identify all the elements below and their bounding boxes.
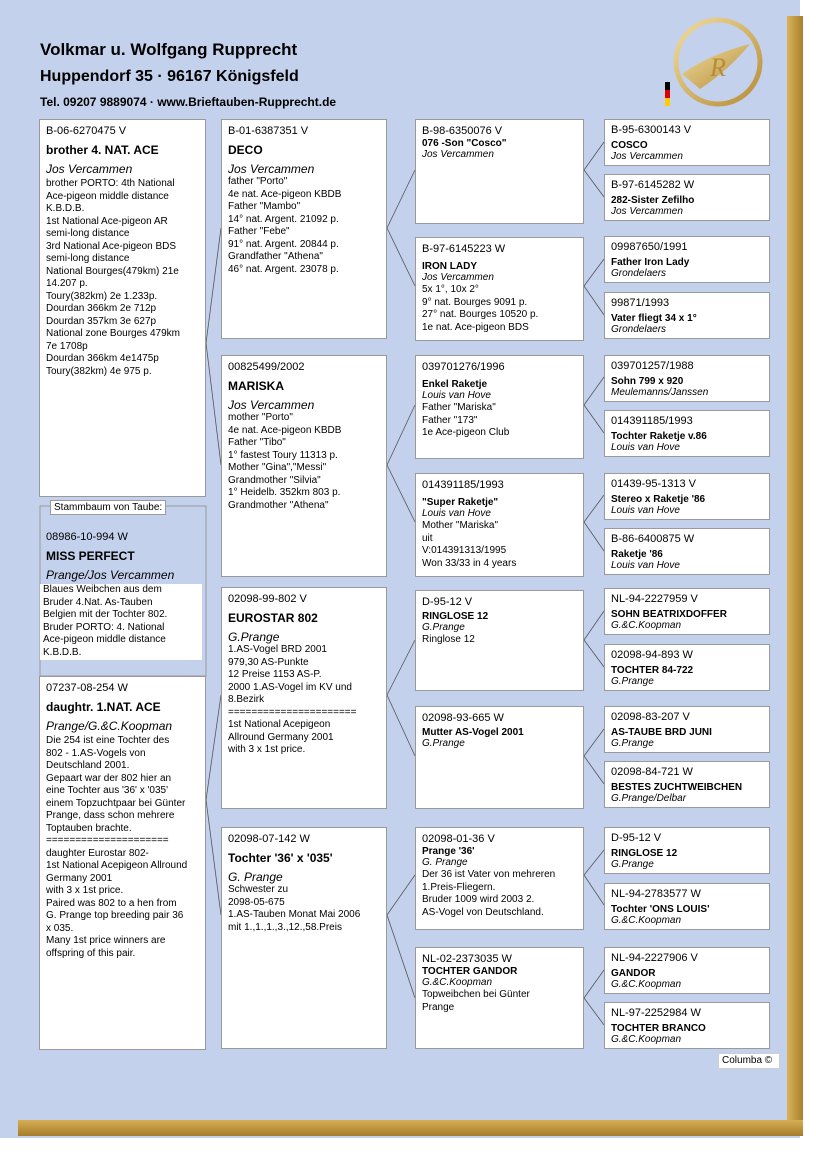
great-grandparent-card[interactable] — [415, 119, 584, 224]
owner-name: G.&C.Koopman — [611, 915, 682, 926]
owner-name: G.Prange — [611, 676, 654, 687]
ring-number: 014391185/1993 — [422, 479, 504, 491]
grandparent-card[interactable] — [221, 827, 387, 1049]
pigeon-details: Blaues Weibchen aus dem Bruder 4.Nat. As-Tauben Belgien mit der Tochter 802. Bruder PORTO: 4. National Ace-pigeon middle distance K.B.D.B. — [43, 584, 168, 658]
pigeon-details: Die 254 ist eine Tochter des 802 - 1.AS-Vogels von Deutschland 2001. Gepaart war der 802 hier an eine Tochter aus '36' x '035' einem Topzuchtpaar bei Günter Prange, dass schon mehrere Toptauben brachte. ===================== daughter Eurostar 802- 1st National Acepigeon Allround Germany 2001 with 3 x 1st price. Paired was 802 to a hen from G. Prange top breeding pair 36 x 035. Many 1st price winners are offspring of this pair. — [46, 735, 188, 959]
pigeon-name: Vater fliegt 34 x 1° — [611, 313, 697, 324]
pigeon-name: brother 4. NAT. ACE — [46, 143, 159, 157]
ring-number: B-97-6145282 W — [611, 179, 695, 191]
pigeon-name: Enkel Raketje — [422, 379, 488, 390]
ancestor-card[interactable] — [604, 355, 770, 402]
pigeon-name: "Super Raketje" — [422, 497, 499, 508]
owner-name: G.Prange — [611, 859, 654, 870]
pigeon-name: TOCHTER BRANCO — [611, 1023, 706, 1034]
logo-monogram: R — [710, 53, 726, 82]
ring-number: 02098-84-721 W — [611, 766, 693, 778]
ring-number: B-97-6145223 W — [422, 243, 506, 255]
ancestor-card[interactable] — [604, 644, 770, 691]
ring-number: 039701257/1988 — [611, 360, 694, 372]
owner-name: Louis van Hove — [611, 442, 680, 453]
pigeon-name: TOCHTER GANDOR — [422, 966, 518, 977]
pigeon-details: Mother "Mariska" uit V:014391313/1995 Won 33/33 in 4 years — [422, 520, 517, 569]
owner-name: G.&C.Koopman — [611, 620, 682, 631]
ring-number: NL-94-2783577 W — [611, 888, 701, 900]
ring-number: 02098-93-665 W — [422, 712, 504, 724]
pigeon-name: SOHN BEATRIXDOFFER — [611, 609, 727, 620]
owner-name: Jos Vercammen — [611, 206, 683, 217]
great-grandparent-card[interactable] — [415, 355, 584, 459]
owner-name: Louis van Hove — [422, 508, 491, 519]
pigeon-name: Tochter Raketje v.86 — [611, 431, 707, 442]
ancestor-card[interactable] — [604, 588, 770, 635]
pigeon-details: Schwester zu 2098-05-675 1.AS-Tauben Monat Mai 2006 mit 1.,1.,1.,3.,12.,58.Preis — [228, 884, 361, 933]
ring-number: 039701276/1996 — [422, 361, 505, 373]
pigeon-details: brother PORTO: 4th National Ace-pigeon middle distance K.B.D.B. 1st National Ace-pigeon AR semi-long distance 3rd National Ace-pigeon BDS semi-long distance National Bourges(479km) 21e 14.207 p. Toury(382km) 2e 1.233p. Dourdan 366km 2e 712p Dourdan 357km 3e 627p National zone Bourges 479km 7e 1708p Dourdan 366km 4e1475p Toury(382km) 4e 975 p. — [46, 178, 180, 377]
pigeon-details: father "Porto" 4e nat. Ace-pigeon KBDB Father "Mambo" 14° nat. Argent. 21092 p. Father "Febe" 91° nat. Argent. 20844 p. Grandfather "Athena" 46° nat. Argent. 23078 p. — [228, 176, 342, 275]
pigeon-details: Topweibchen bei Günter Prange — [422, 989, 530, 1013]
pigeon-name: Mutter AS-Vogel 2001 — [422, 727, 524, 738]
pigeon-name: AS-TAUBE BRD JUNI — [611, 727, 712, 738]
ring-number: B-01-6387351 V — [228, 125, 309, 137]
pigeon-name: Father Iron Lady — [611, 257, 690, 268]
pigeon-name: GANDOR — [611, 968, 656, 979]
ancestor-card[interactable] — [604, 761, 770, 808]
ancestor-card[interactable] — [604, 236, 770, 283]
owner-name: Louis van Hove — [611, 560, 680, 571]
father-card[interactable] — [39, 119, 206, 497]
owner-name: Prange/G.&C.Koopman — [46, 719, 173, 733]
ring-number: 08986-10-994 W — [46, 531, 128, 543]
ring-number: B-95-6300143 V — [611, 124, 692, 136]
pigeon-details: 1.AS-Vogel BRD 2001 979,30 AS-Punkte 12 Preise 1153 AS-P. 2000 1.AS-Vogel im KV und 8.Bezirk ====================== 1st National Acepigeon Allround Germany 2001 with 3 x 1st price. — [228, 644, 357, 755]
owner-name: G. Prange — [228, 870, 283, 884]
pigeon-name: Tochter 'ONS LOUIS' — [611, 904, 710, 915]
pigeon-details: Ringlose 12 — [422, 634, 475, 645]
great-grandparent-card[interactable] — [415, 827, 584, 930]
pigeon-name: 076 -Son "Cosco" — [422, 138, 507, 149]
ring-number: B-98-6350076 V — [422, 125, 503, 137]
owner-name: Jos Vercammen — [46, 162, 133, 176]
owner-name: Grondelaers — [611, 268, 667, 279]
pigeon-name: MISS PERFECT — [46, 549, 135, 563]
subject-card[interactable] — [40, 520, 206, 582]
subject-details-card — [40, 584, 202, 660]
owner-name: G.&C.Koopman — [611, 1034, 682, 1045]
ring-number: 02098-94-893 W — [611, 649, 693, 661]
ring-number: B-06-6270475 V — [46, 125, 127, 137]
ancestor-card[interactable] — [604, 528, 770, 575]
ancestor-card[interactable] — [604, 119, 770, 166]
copyright-label: Columba © — [718, 1053, 780, 1069]
breeder-contact: Tel. 09207 9889074 · www.Brieftauben-Rupprecht.de — [40, 95, 337, 109]
owner-name: Jos Vercammen — [228, 162, 315, 176]
pigeon-name: RINGLOSE 12 — [611, 848, 678, 859]
ancestor-card[interactable] — [604, 883, 770, 930]
owner-name: G.Prange — [422, 738, 465, 749]
great-grandparent-card[interactable] — [415, 237, 584, 341]
pigeon-name: COSCO — [611, 140, 648, 151]
grandparent-card[interactable] — [221, 119, 387, 339]
pigeon-details: mother "Porto" 4e nat. Ace-pigeon KBDB Father "Tibo" 1° fastest Toury 11313 p. Mother "Gina","Messi" Grandmother "Silvia" 1° Heidelb. 352km 803 p. Grandmother "Athena" — [228, 412, 342, 511]
pigeon-name: MARISKA — [228, 379, 284, 393]
breeder-name: Volkmar u. Wolfgang Rupprecht — [40, 40, 298, 59]
ring-number: B-86-6400875 W — [611, 533, 695, 545]
pigeon-name: daughtr. 1.NAT. ACE — [46, 700, 161, 714]
ring-number: 07237-08-254 W — [46, 682, 128, 694]
pigeon-name: Tochter '36' x '035' — [228, 851, 333, 865]
owner-name: G.&C.Koopman — [611, 979, 682, 990]
grandparent-card[interactable] — [221, 355, 387, 577]
owner-name: G.Prange/Delbar — [611, 793, 687, 804]
ancestor-card[interactable] — [604, 947, 770, 994]
ring-number: D-95-12 V — [422, 596, 473, 608]
ring-number: NL-02-2373035 W — [422, 953, 512, 965]
ring-number: NL-97-2252984 W — [611, 1007, 701, 1019]
pigeon-name: DECO — [228, 143, 263, 157]
ring-number: 02098-07-142 W — [228, 833, 310, 845]
ancestor-card[interactable] — [604, 473, 770, 520]
pigeon-name: RINGLOSE 12 — [422, 611, 489, 622]
stammbaum-label: Stammbaum von Taube: — [50, 500, 166, 515]
great-grandparent-card[interactable] — [415, 706, 584, 809]
ring-number: D-95-12 V — [611, 832, 662, 844]
ancestor-card[interactable] — [604, 827, 770, 874]
ancestor-card[interactable] — [604, 292, 770, 339]
pigeon-details: Father "Mariska" Father "173" 1e Ace-pigeon Club — [422, 402, 510, 438]
pigeon-name: EUROSTAR 802 — [228, 611, 318, 625]
owner-name: Grondelaers — [611, 324, 667, 335]
ring-number: NL-94-2227959 V — [611, 593, 698, 605]
owner-name: Jos Vercammen — [611, 151, 683, 162]
ring-number: 09987650/1991 — [611, 241, 688, 253]
ring-number: 02098-99-802 V — [228, 593, 307, 605]
pigeon-name: Raketje '86 — [611, 549, 663, 560]
owner-name: G.&C.Koopman — [422, 977, 493, 988]
pigeon-name: 282-Sister Zefilho — [611, 195, 695, 206]
ancestor-card[interactable] — [604, 410, 770, 457]
owner-name: G.Prange — [228, 630, 280, 644]
mother-card[interactable] — [39, 676, 206, 1050]
pigeon-details: 5x 1°, 10x 2° 9° nat. Bourges 9091 p. 27° nat. Bourges 10520 p. 1e nat. Ace-pigeon BDS — [422, 284, 539, 333]
owner-name: Louis van Hove — [611, 505, 680, 516]
owner-name: Meulemanns/Janssen — [611, 387, 709, 398]
great-grandparent-card[interactable] — [415, 590, 584, 691]
great-grandparent-card[interactable] — [415, 473, 584, 577]
ring-number: 014391185/1993 — [611, 415, 693, 427]
pigeon-name: TOCHTER 84-722 — [611, 665, 694, 676]
owner-name: Jos Vercammen — [422, 149, 494, 160]
owner-name: Louis van Hove — [422, 390, 491, 401]
ring-number: 01439-95-1313 V — [611, 478, 697, 490]
owner-name: G. Prange — [422, 857, 468, 868]
pigeon-name: Prange '36' — [422, 846, 475, 857]
owner-name: G.Prange — [422, 622, 465, 633]
pigeon-name: BESTES ZUCHTWEIBCHEN — [611, 782, 743, 793]
ring-number: NL-94-2227906 V — [611, 952, 698, 964]
pigeon-name: Sohn 799 x 920 — [611, 376, 684, 387]
ring-number: 99871/1993 — [611, 297, 670, 309]
owner-name: Jos Vercammen — [422, 272, 494, 283]
ancestor-card[interactable] — [604, 1002, 770, 1049]
ancestor-card[interactable] — [604, 706, 770, 753]
breeder-address: Huppendorf 35 · 96167 Königsfeld — [40, 68, 299, 85]
owner-name: G.Prange — [611, 738, 654, 749]
ancestor-card[interactable] — [604, 174, 770, 221]
owner-name: Jos Vercammen — [228, 398, 315, 412]
ring-number: 02098-01-36 V — [422, 833, 495, 845]
grandparent-card[interactable] — [221, 587, 387, 809]
great-grandparent-card[interactable] — [415, 947, 584, 1049]
pigeon-name: IRON LADY — [422, 261, 477, 272]
ring-number: 00825499/2002 — [228, 361, 305, 373]
ring-number: 02098-83-207 V — [611, 711, 690, 723]
pigeon-name: Stereo x Raketje '86 — [611, 494, 706, 505]
pigeon-details: Der 36 ist Vater von mehreren 1.Preis-Fliegern. Bruder 1009 wird 2003 2. AS-Vogel von Deutschland. — [422, 869, 556, 918]
owner-name: Prange/Jos Vercammen — [46, 568, 175, 582]
